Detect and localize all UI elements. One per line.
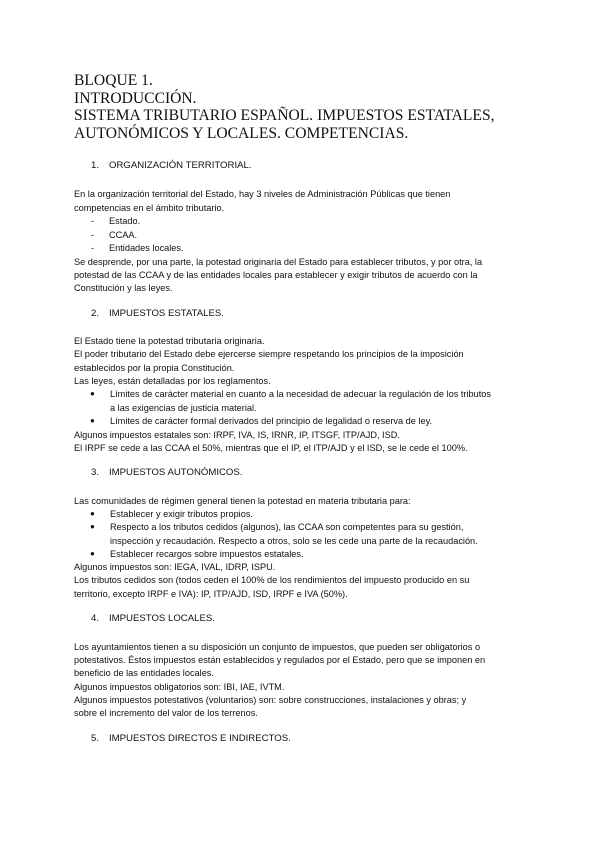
- bullet-marker: ●: [90, 549, 95, 558]
- paragraph: Constitución y las leyes.: [74, 283, 173, 293]
- section-3-heading: [91, 467, 242, 479]
- list-item-text: Establecer recargos sobre impuestos estatales.: [110, 549, 304, 559]
- list-item: [0, 414, 600, 428]
- list-item: [0, 547, 600, 561]
- paragraph: Algunos impuestos son: IEGA, IVAL, IDRP, ISPU.: [74, 562, 276, 572]
- paragraph: competencias en el ámbito tributario.: [74, 203, 225, 213]
- dash-marker: -: [91, 216, 95, 226]
- paragraph: establecidos por la propia Constitución.: [74, 363, 235, 373]
- section-title: ORGANIZACIÓN TERRITORIAL.: [109, 160, 252, 171]
- paragraph: sobre el incremento del valor de los terrenos.: [74, 708, 258, 718]
- section-5-heading: [91, 733, 291, 745]
- section-title: IMPUESTOS DIRECTOS E INDIRECTOS.: [109, 733, 291, 744]
- bullet-marker: ●: [90, 416, 95, 425]
- paragraph: Algunos impuestos potestativos (voluntarios) son: sobre construcciones, instalaciones y obras; y: [74, 695, 467, 705]
- bullet-marker: ●: [90, 509, 95, 518]
- section-1-heading: [91, 160, 252, 172]
- dash-marker: -: [91, 230, 95, 240]
- title-main-1: SISTEMA TRIBUTARIO ESPAÑOL. IMPUESTOS ESTATALES,: [74, 107, 495, 125]
- title-block: BLOQUE 1.: [74, 72, 153, 89]
- paragraph: potestativos. Éstos impuestos están establecidos y regulados por el Estado, pero que se imponen en: [74, 655, 486, 665]
- section-2-heading: [91, 308, 224, 320]
- bullet-marker: ●: [90, 522, 95, 531]
- paragraph: beneficio de las entidades locales.: [74, 668, 214, 678]
- list-item: [0, 214, 600, 228]
- paragraph: El IRPF se cede a las CCAA el 50%, mientras que el IP, el ITP/AJD y el ISD, se le cede el 100%.: [74, 443, 468, 453]
- list-item-text: Límites de carácter material en cuanto a la necesidad de adecuar la regulación de los tributos: [110, 389, 491, 399]
- document-title: [74, 72, 574, 142]
- list-item: [0, 387, 600, 415]
- list-item-text: Establecer y exigir tributos propios.: [110, 509, 253, 519]
- paragraph: El poder tributario del Estado debe ejercerse siempre respetando los principios de la imposición: [74, 349, 464, 359]
- list-item-text: CCAA.: [109, 230, 138, 240]
- paragraph: En la organización territorial del Estado, hay 3 niveles de Administración Públicas que tienen: [74, 189, 451, 199]
- paragraph: territorio, excepto IRPF e IVA): IP, ITP/AJD, ISD, IRPF e IVA (50%).: [74, 589, 348, 599]
- section-title: IMPUESTOS AUTONÓMICOS.: [109, 467, 243, 478]
- list-item-text: inspección y recaudación. Respecto a otros, solo se les cede una parte de la recaudación.: [110, 536, 478, 546]
- section-number: 3.: [91, 467, 100, 478]
- list-item: [0, 520, 600, 548]
- list-item-text: Entidades locales.: [109, 243, 184, 253]
- section-number: 4.: [91, 613, 100, 624]
- paragraph: Se desprende, por una parte, la potestad originaria del Estado para establecer tributos, y por otra, la: [74, 257, 483, 267]
- paragraph: Los ayuntamientos tienen a su disposición un conjunto de impuestos, que pueden ser obligatorios o: [74, 642, 481, 652]
- list-item: [0, 507, 600, 521]
- section-title: IMPUESTOS LOCALES.: [109, 613, 215, 624]
- title-main-2: AUTONÓMICOS Y LOCALES. COMPETENCIAS.: [74, 124, 409, 142]
- paragraph: Los tributos cedidos son (todos ceden el 100% de los rendimientos del impuesto producido en su: [74, 575, 470, 585]
- paragraph: Algunos impuestos estatales son: IRPF, IVA, IS, IRNR, IP, ITSGF, ITP/AJD, ISD.: [74, 430, 400, 440]
- bullet-marker: ●: [90, 389, 95, 398]
- paragraph: Las leyes, están detalladas por los reglamentos.: [74, 376, 271, 386]
- paragraph: El Estado tiene la potestad tributaria originaria.: [74, 336, 265, 346]
- list-item: [0, 241, 600, 255]
- section-4-heading: [91, 613, 215, 625]
- section-title: IMPUESTOS ESTATALES.: [109, 308, 224, 319]
- dash-marker: -: [91, 243, 95, 253]
- list-item-text: a las exigencias de justicia material.: [110, 403, 257, 413]
- list-item-text: Estado.: [109, 216, 141, 226]
- paragraph: Algunos impuestos obligatorios son: IBI, IAE, IVTM.: [74, 682, 285, 692]
- paragraph: Las comunidades de régimen general tienen la potestad en materia tributaria para:: [74, 496, 411, 506]
- paragraph: potestad de las CCAA y de las entidades locales para establecer y exigir tributos de acuerdo con la: [74, 270, 478, 280]
- section-number: 5.: [91, 733, 100, 744]
- title-intro: INTRODUCCIÓN.: [74, 89, 197, 107]
- section-number: 1.: [91, 160, 100, 171]
- list-item-text: Límites de carácter formal derivados del principio de legalidad o reserva de ley.: [110, 416, 433, 426]
- list-item: [0, 228, 600, 242]
- section-number: 2.: [91, 308, 100, 319]
- list-item-text: Respecto a los tributos cedidos (algunos), las CCAA son competentes para su gestión,: [110, 522, 464, 532]
